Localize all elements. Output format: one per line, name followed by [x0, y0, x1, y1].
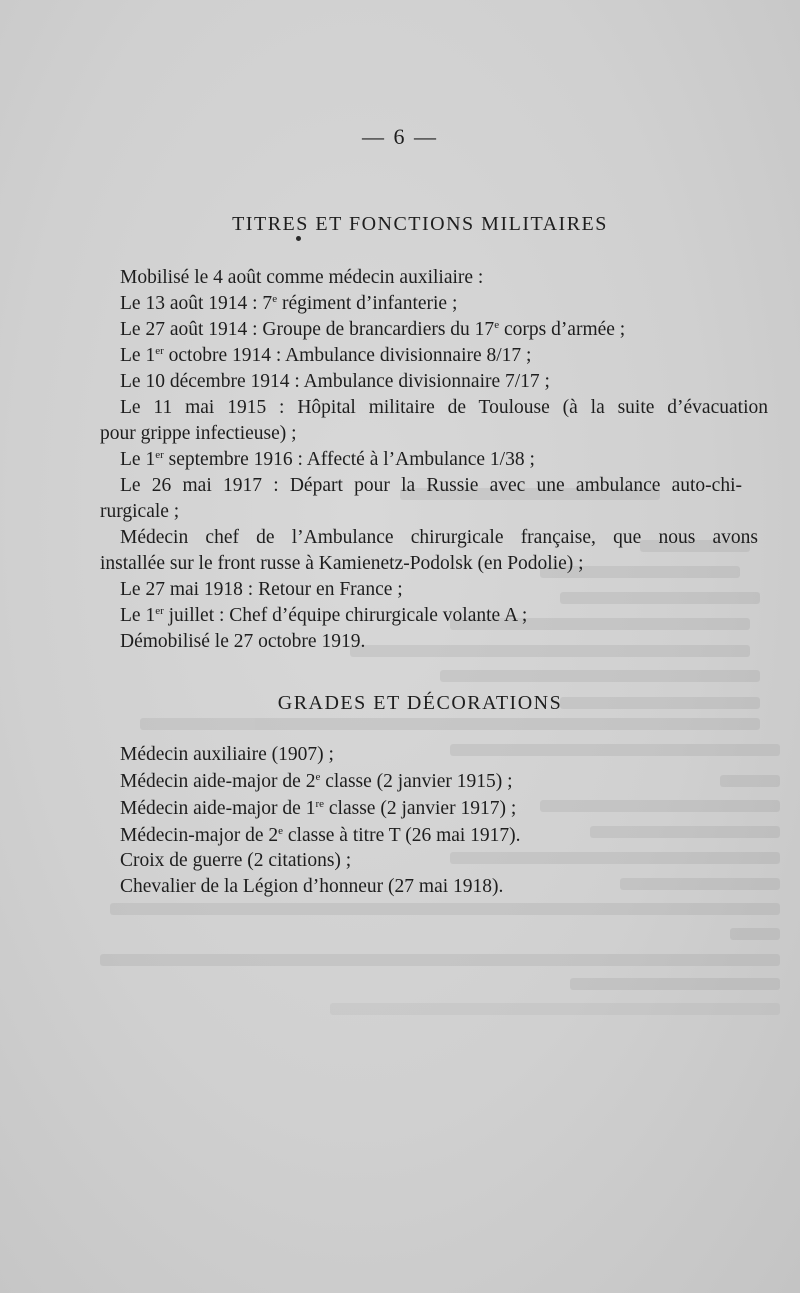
text-line: Croix de guerre (2 citations) ; — [120, 850, 352, 871]
line-text: Le 1er octobre 1914 : Ambulance divisionnaire 8/17 ; — [120, 345, 532, 366]
text-line — [120, 604, 527, 628]
text-line — [120, 292, 457, 316]
line-text: Médecin-major de 2e classe à titre T (26 mai 1917). — [120, 825, 521, 846]
text-line — [120, 770, 513, 794]
line-text: Le 1er septembre 1916 : Affecté à l’Ambulance 1/38 ; — [120, 449, 535, 470]
text-line — [120, 448, 535, 472]
text-line: Chevalier de la Légion d’honneur (27 mai 1918). — [120, 876, 504, 897]
text-line: Le 10 décembre 1914 : Ambulance divisionnaire 7/17 ; — [120, 371, 550, 392]
text-line: Le 27 mai 1918 : Retour en France ; — [120, 579, 403, 600]
section-title-military: TITRES ET FONCTIONS MILITAIRES — [232, 213, 608, 235]
text-line: Le 26 mai 1917 : Départ pour la Russie avec une ambulance auto-chi- — [120, 475, 742, 496]
text-line: Médecin auxiliaire (1907) ; — [120, 744, 334, 765]
page-number: — 6 — — [362, 124, 438, 149]
line-text: Le 27 août 1914 : Groupe de brancardiers du 17e corps d’armée ; — [120, 319, 626, 340]
text-line — [120, 318, 625, 342]
section-title-grades: GRADES ET DÉCORATIONS — [277, 692, 563, 714]
line-text: Le 13 août 1914 : 7e régiment d’infanterie ; — [120, 293, 458, 314]
text-line: Médecin chef de l’Ambulance chirurgicale française, que nous avons — [120, 527, 758, 548]
line-text: Médecin aide-major de 1re classe (2 janvier 1917) ; — [120, 798, 517, 819]
text-line: Le 11 mai 1915 : Hôpital militaire de Toulouse (à la suite d’évacuation — [120, 397, 768, 418]
text-line: pour grippe infectieuse) ; — [100, 423, 297, 444]
text-line: Démobilisé le 27 octobre 1919. — [120, 631, 366, 652]
text-line — [120, 797, 516, 821]
text-line: installée sur le front russe à Kamienetz-Podolsk (en Podolie) ; — [100, 553, 584, 574]
text-line: rurgicale ; — [100, 501, 180, 522]
text-line — [120, 344, 531, 368]
text-line — [120, 824, 521, 848]
bullet-dot — [296, 236, 301, 241]
text-line: Mobilisé le 4 août comme médecin auxiliaire : — [120, 267, 484, 288]
line-text: Médecin aide-major de 2e classe (2 janvier 1915) ; — [120, 771, 513, 792]
line-text: Le 1er juillet : Chef d’équipe chirurgicale volante A ; — [120, 605, 528, 626]
